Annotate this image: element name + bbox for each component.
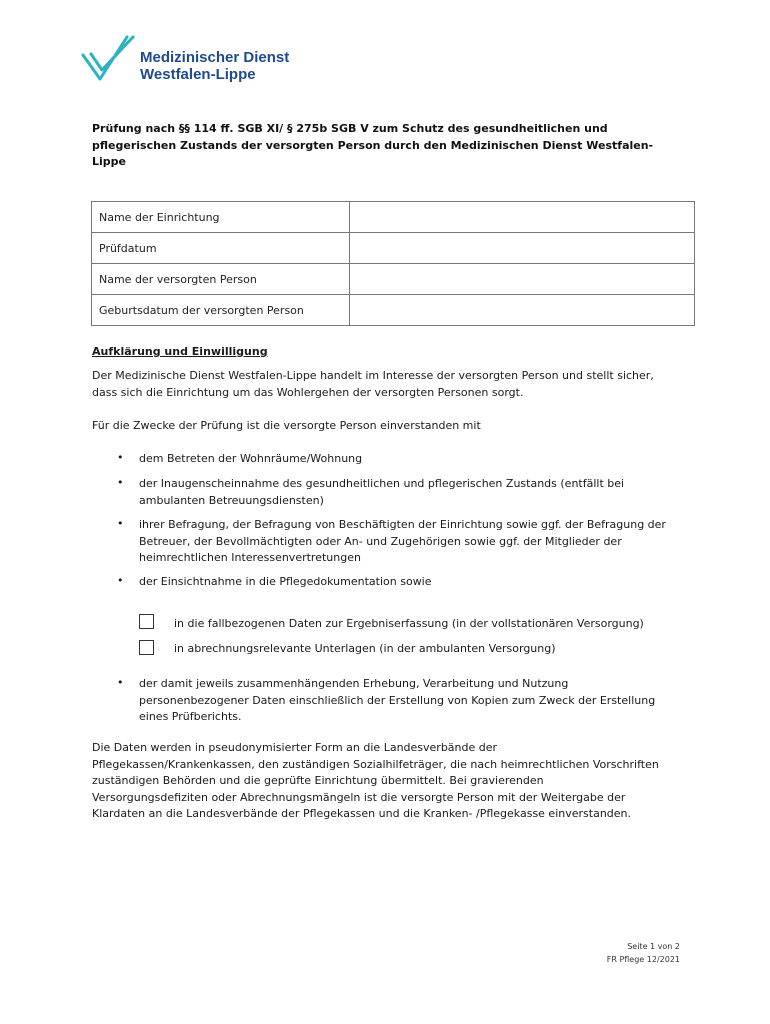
checkbox-billing-docs[interactable] <box>139 640 154 655</box>
logo-mark-icon <box>80 33 138 85</box>
bullet-icon: • <box>117 517 124 530</box>
info-table <box>91 201 695 326</box>
consent-lead: Für die Zwecke der Prüfung ist die versorgte Person einverstanden mit <box>92 419 481 432</box>
section-heading: Aufklärung und Einwilligung <box>92 345 268 358</box>
list-item: der Inaugenscheinnahme des gesundheitlichen und pflegerischen Zustands (entfällt bei ambulanten Betreuungsdiensten) <box>139 477 625 507</box>
closing-paragraph: Die Daten werden in pseudonymisierter Form an die Landesverbände der Pflegekassen/Krankenkassen, den zuständigen Sozialhilfeträger, die nach heimrechtlichen Vorschriften zuständigen Behörden und die geprüfte Einrichtung übermittelt. Bei gravierenden Versorgungsdefiziten oder Abrechnungsmängeln ist die versorgte Person mit der Weitergabe der Klardaten an die Landesverbände der Pflegekassen und die Kranken- /Pflegekasse einverstanden. <box>92 741 659 820</box>
checkbox-label: in die fallbezogenen Daten zur Ergebniserfassung (in der vollstationären Versorgung) <box>174 617 644 630</box>
bullet-icon: • <box>117 476 124 489</box>
table-row <box>92 202 695 233</box>
row-label: Name der Einrichtung <box>92 202 350 233</box>
brand-name <box>140 49 289 83</box>
brand-line-2: Westfalen-Lippe <box>140 66 256 83</box>
bullet-icon: • <box>117 451 124 464</box>
brand-line-1: Medizinischer Dienst <box>140 49 290 66</box>
row-label: Geburtsdatum der versorgten Person <box>92 295 350 326</box>
bullet-icon: • <box>117 574 124 587</box>
table-row <box>92 264 695 295</box>
list-item: dem Betreten der Wohnräume/Wohnung <box>139 452 363 465</box>
row-label: Name der versorgten Person <box>92 264 350 295</box>
form-code: FR Pflege 12/2021 <box>606 955 680 964</box>
row-label: Prüfdatum <box>92 233 350 264</box>
list-item: der damit jeweils zusammenhängenden Erhebung, Verarbeitung und Nutzung personenbezogener Daten einschließlich der Erstellung von Kopien zum Zweck der Erstellung eines Prüfberichts. <box>139 677 656 723</box>
checkbox-label: in abrechnungsrelevante Unterlagen (in der ambulanten Versorgung) <box>174 642 556 655</box>
page-footer <box>607 940 680 966</box>
inspection-date-field[interactable] <box>350 233 695 264</box>
table-row <box>92 295 695 326</box>
person-name-field[interactable] <box>350 264 695 295</box>
list-item: der Einsichtnahme in die Pflegedokumentation sowie <box>139 575 432 588</box>
intro-paragraph: Der Medizinische Dienst Westfalen-Lippe handelt im Interesse der versorgten Person und stellt sicher, dass sich die Einrichtung um das Wohlergehen der versorgten Personen sorgt. <box>92 369 654 399</box>
checkbox-case-data[interactable] <box>139 614 154 629</box>
document-title: Prüfung nach §§ 114 ff. SGB XI/ § 275b SGB V zum Schutz des gesundheitlichen und pflegerischen Zustands der versorgten Person durch den Medizinischen Dienst Westfalen-Lippe <box>92 122 654 168</box>
logo <box>80 33 310 88</box>
birthdate-field[interactable] <box>350 295 695 326</box>
table-row <box>92 233 695 264</box>
bullet-icon: • <box>117 676 124 689</box>
list-item: ihrer Befragung, der Befragung von Beschäftigten der Einrichtung sowie ggf. der Befragung der Betreuer, der Bevollmächtigten oder An- und Zugehörigen sowie ggf. der Mitglieder der heimrechtlichen Interessenvertretungen <box>139 518 666 564</box>
page-number: Seite 1 von 2 <box>627 942 680 951</box>
facility-name-field[interactable] <box>350 202 695 233</box>
